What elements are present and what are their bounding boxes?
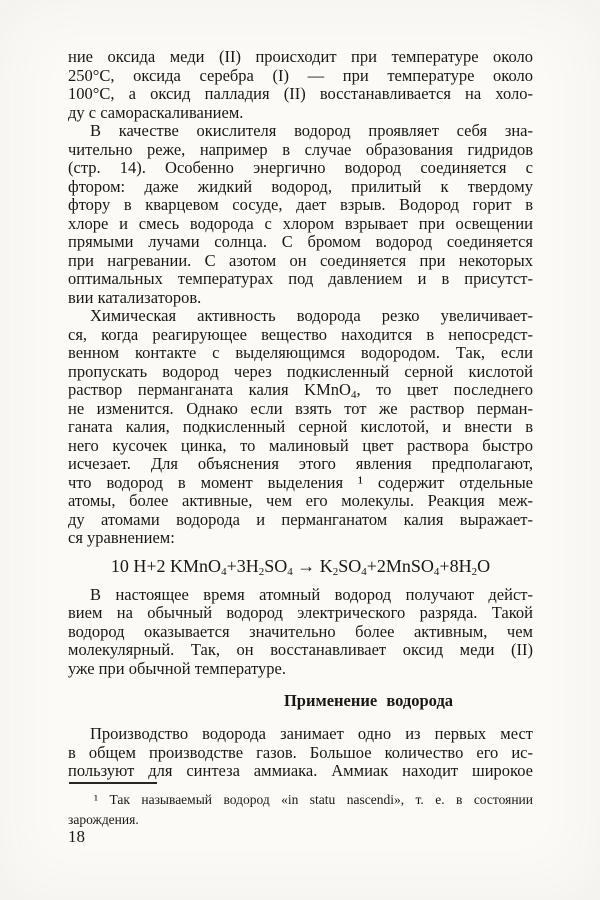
text-line: исчезает. Для объяснения этого явления предполагают, <box>68 455 533 473</box>
text-line: вии катализаторов. <box>68 288 202 307</box>
text-line: ду с самораскаливанием. <box>68 103 244 122</box>
text-line: что водород в момент выделения ¹ содержит отдельные <box>68 473 533 492</box>
text-line: Химическая активность водорода резко увеличивает- <box>90 307 533 325</box>
text-line: молекулярный. Так, он восстанавливает оксид меди (II) <box>68 641 533 659</box>
text-line: в общем производстве газов. Большое количество его ис- <box>68 743 533 762</box>
text-line: оптимальных температурах под давлением и в присутст- <box>68 270 533 288</box>
text-line: 250°С, оксида серебра (I) — при температуре около <box>68 66 533 85</box>
footnote-line: ¹ Так называемый водород «in statu nascendi», т. е. в состоянии <box>94 791 533 807</box>
text-line: ся, когда реагирующее вещество находится в непосредст- <box>68 325 533 344</box>
text-line: фтору в кварцевом сосуде, дает взрыв. Водород горит в <box>68 196 533 214</box>
text-line: ду атомами водорода и перманганатом калия выражает- <box>68 510 533 529</box>
text-line: ся уравнением: <box>68 529 175 547</box>
footnote-divider <box>69 782 157 784</box>
text-line: В настоящее время атомный водород получают дейст- <box>90 585 533 604</box>
text-line: него кусочек цинка, то малиновый цвет раствора быстро <box>68 436 533 455</box>
text-line: вием на обычный водород электрического разряда. Такой <box>68 604 533 622</box>
text-line: ние оксида меди (II) происходит при температуре около <box>68 48 533 66</box>
text-line: фтором: даже жидкий водород, прилитый к твердому <box>68 177 533 196</box>
text-line: не изменится. Однако если взять тот же раствор перман- <box>68 399 533 418</box>
text-line: В качестве окислителя водород проявляет себя зна- <box>90 122 533 140</box>
text-line: венном контакте с выделяющимся водородом. Так, если <box>68 344 533 362</box>
text-line: при нагревании. С азотом он соединяется при некоторых <box>68 251 533 270</box>
text-line: пропускать водород через подкисленный серной кислотой <box>68 362 533 381</box>
text-line: Производство водорода занимает одно из первых мест <box>90 725 533 743</box>
text-line: прямыми лучами солнца. С бромом водород соединяется <box>68 233 533 251</box>
text-column <box>68 48 533 830</box>
text-line: раствор перманганата калия KMnO$_4$, то цвет последнего <box>68 381 533 400</box>
text-line: атомы, более активные, чем его молекулы. Реакция меж- <box>68 492 533 510</box>
text-line: чительно реже, например в случае образования гидридов <box>68 140 533 159</box>
text-line: водород оказывается значительно более активным, чем <box>68 622 533 641</box>
chemical-equation: 10 H+2 $KMnO_4+3H_2SO_4$ → $K_2SO_4+2MnSO_4+8H_2O$ <box>110 555 491 578</box>
page-number: 18 <box>68 827 85 846</box>
text-line: 100°С, а оксид палладия (II) восстанавливается на холо- <box>68 85 533 103</box>
text-line: (стр. 14). Особенно энергично водород соединяется с <box>68 159 533 177</box>
text-line: пользуют для синтеза аммиака. Аммиак находит широкое <box>68 762 533 780</box>
footnote-line: зарождения. <box>68 811 139 827</box>
footnote <box>68 782 533 830</box>
text-line: ганата калия, подкисленный серной кислотой, и внести в <box>68 418 533 436</box>
text-line: хлоре и смесь водорода с хлором взрывает при освещении <box>68 214 533 233</box>
text-line: уже при обычной температуре. <box>68 659 286 678</box>
section-heading: Применение водорода <box>283 691 454 710</box>
